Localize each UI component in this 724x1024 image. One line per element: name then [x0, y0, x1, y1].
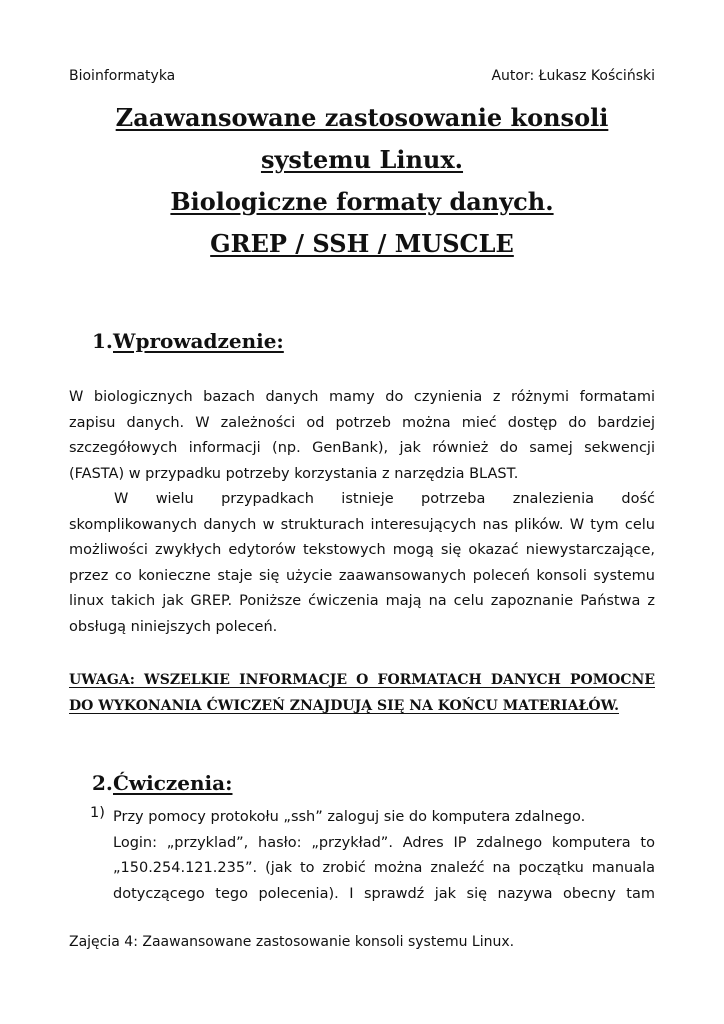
section-heading-exercises: [92, 771, 232, 795]
section-number: 2.: [92, 771, 113, 795]
paragraph-line: skomplikowanych danych w strukturach interesujących nas plików. W tym celu: [69, 516, 655, 533]
title-line-4: GREP / SSH / MUSCLE: [210, 229, 514, 258]
intro-paragraph-2: [69, 487, 655, 640]
section-title: Ćwiczenia:: [113, 771, 233, 795]
paragraph-line: możliwości zwykłych edytorów tekstowych mogą się okazać niewystarczające,: [69, 542, 655, 558]
title-line-3: Biologiczne formaty danych.: [170, 187, 554, 216]
section-heading-introduction: [92, 329, 284, 353]
title-line-2: systemu Linux.: [260, 145, 464, 174]
document-title: [69, 100, 655, 268]
section-title: Wprowadzenie:: [113, 329, 284, 353]
paragraph-line: linux takich jak GREP. Poniższe ćwiczenia mają na celu zapoznanie Państwa z: [69, 593, 655, 609]
exercise-line: „150.254.121.235”. (jak to zrobić można znaleźć na początku manuala: [113, 860, 655, 876]
page-footer: Zajęcia 4: Zaawansowane zastosowanie konsoli systemu Linux.: [69, 934, 515, 950]
warning-note: [69, 667, 655, 719]
paragraph-line: W biologicznych bazach danych mamy do czynienia z różnymi formatami: [69, 389, 655, 405]
list-marker: 1): [90, 805, 105, 821]
header-author: Autor: Łukasz Kościński: [491, 68, 655, 84]
paragraph-line: zapisu danych. W zależności od potrzeb można mieć dostęp do bardziej: [69, 414, 655, 431]
paragraph-line: przez co konieczne staje się użycie zaawansowanych poleceń konsoli systemu: [69, 567, 655, 584]
exercise-line: Przy pomocy protokołu „ssh” zaloguj sie do komputera zdalnego.: [113, 809, 586, 825]
paragraph-line: W wielu przypadkach istnieje potrzeba znalezienia dość: [114, 491, 655, 507]
title-line-1: Zaawansowane zastosowanie konsoli: [115, 103, 609, 132]
exercise-line: dotyczącego tego polecenia). I sprawdź jak się nazywa obecny tam: [113, 885, 655, 902]
paragraph-line: (FASTA) w przypadku potrzeby korzystania z narzędzia BLAST.: [69, 465, 519, 482]
paragraph-line: szczegółowych informacji (np. GenBank), jak również do samej sekwencji: [69, 440, 655, 456]
warning-line-1: UWAGA: WSZELKIE INFORMACJE O FORMATACH DANYCH POMOCNE: [69, 672, 655, 688]
exercise-text: [113, 805, 655, 907]
warning-line-2: DO WYKONANIA ĆWICZEŃ ZNAJDUJĄ SIĘ NA KOŃCU MATERIAŁÓW.: [69, 698, 620, 714]
exercise-line: Login: „przyklad”, hasło: „przykład”. Adres IP zdalnego komputera to: [113, 834, 655, 851]
intro-paragraph-1: [69, 385, 655, 487]
paragraph-line: obsługą niniejszych poleceń.: [69, 618, 278, 635]
header-course: Bioinformatyka: [69, 68, 176, 84]
section-number: 1.: [92, 329, 113, 353]
